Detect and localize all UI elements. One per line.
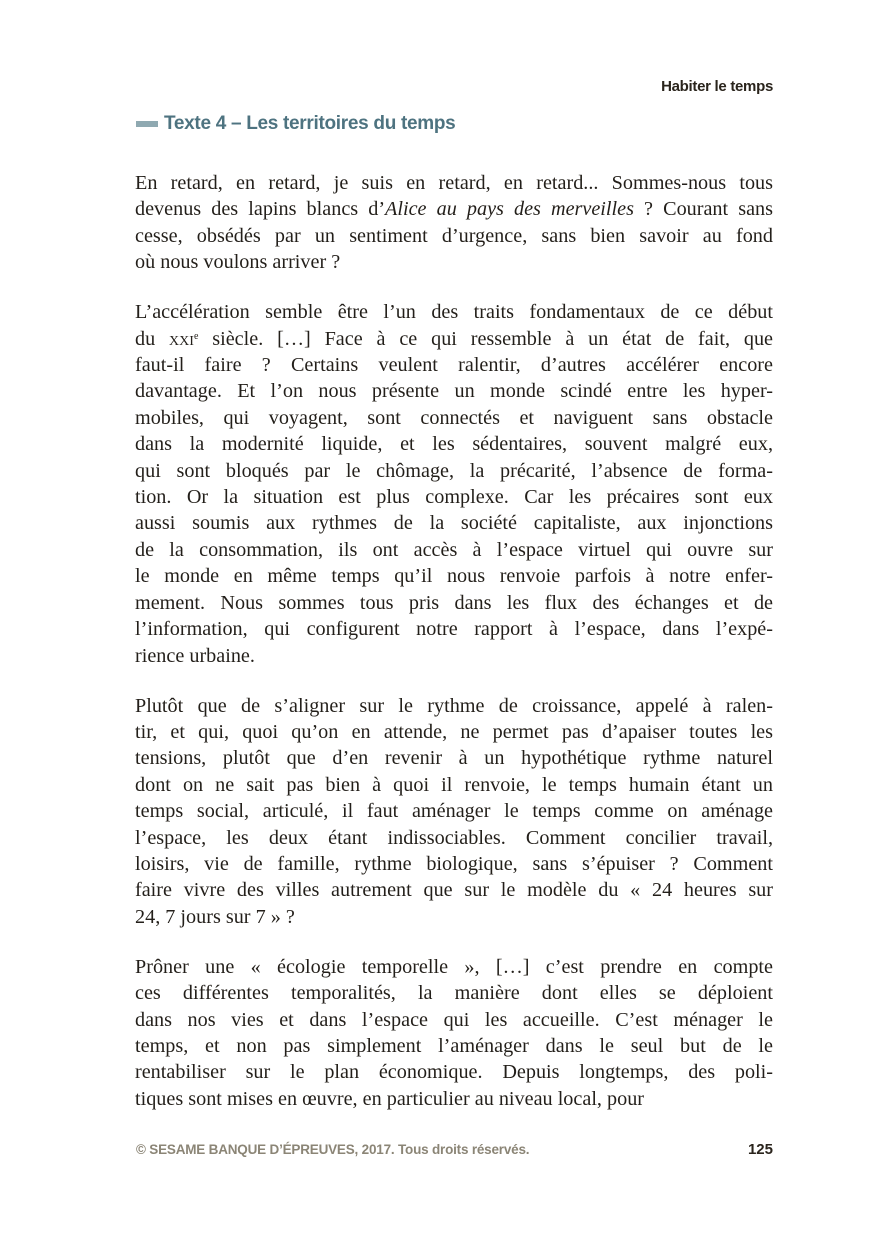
running-head: Habiter le temps	[661, 78, 773, 95]
section-title	[136, 113, 455, 135]
text-line: où nous voulons arriver ?	[135, 251, 341, 274]
text-line: mobiles, qui voyagent, sont connectés et naviguent sans obstacle	[135, 406, 773, 429]
copyright-footer: © SESAME BANQUE D’ÉPREUVES, 2017. Tous droits réservés.	[136, 1142, 530, 1157]
text-line: rience urbaine.	[135, 644, 255, 667]
text-segment: xxi	[169, 327, 194, 350]
text-line: loisirs, vie de famille, rythme biologique, sans s’épuiser ? Comment	[135, 852, 773, 875]
text-line	[135, 326, 773, 352]
text-line: mement. Nous sommes tous pris dans les flux des échanges et de	[135, 591, 773, 614]
text-line: davantage. Et l’on nous présente un monde scindé entre les hyper-	[135, 380, 773, 403]
text-line	[135, 196, 773, 222]
text-line: faut-il faire ? Certains veulent ralentir, d’autres accélérer encore	[135, 354, 773, 377]
text-line: le monde en même temps qu’il nous renvoie parfois à notre enfer-	[135, 565, 773, 588]
text-line: En retard, en retard, je suis en retard, en retard... Sommes-nous tous	[135, 172, 773, 194]
text-line: dans nos vies et dans l’espace qui les accueille. C’est ménager le	[135, 1008, 773, 1031]
text-line: l’espace, les deux étant indissociables. Comment concilier travail,	[135, 826, 773, 849]
paragraph	[135, 170, 773, 276]
text-line: L’accélération semble être l’un des traits fondamentaux de ce début	[135, 301, 773, 324]
text-line: cesse, obsédés par un sentiment d’urgence, sans bien savoir au fond	[135, 224, 773, 247]
text-line: temps, et non pas simplement l’aménager dans le seul but de le	[135, 1034, 773, 1057]
text-line: tion. Or la situation est plus complexe. Car les précaires sont eux	[135, 486, 773, 509]
text-line: tensions, plutôt que d’en revenir à un hypothétique rythme naturel	[135, 747, 773, 770]
text-line: tir, et qui, quoi qu’on en attende, ne permet pas d’apaiser toutes les	[135, 720, 773, 743]
text-line: dont on ne sait pas bien à quoi il renvoie, le temps humain étant un	[135, 773, 773, 796]
text-segment: siècle. […] Face à ce qui ressemble à un état de fait, que	[198, 327, 774, 350]
text-line: faire vivre des villes autrement que sur le modèle du « 24 heures sur	[135, 879, 773, 902]
text-line: temps social, articulé, il faut aménager le temps comme on aménage	[135, 800, 773, 823]
text-segment: devenus des lapins blancs d’	[135, 198, 386, 221]
paragraph	[135, 299, 773, 669]
text-line: rentabiliser sur le plan économique. Depuis longtemps, des poli-	[135, 1061, 773, 1084]
paragraph	[135, 954, 773, 1112]
text-segment: du	[135, 327, 170, 350]
text-line: qui sont bloqués par le chômage, la précarité, l’absence de forma-	[135, 459, 773, 482]
text-line: aussi soumis aux rythmes de la société capitaliste, aux injonctions	[135, 512, 773, 535]
title-bar-marker	[136, 121, 158, 127]
text-segment: e	[193, 330, 199, 342]
text-line: l’information, qui configurent notre rapport à l’espace, dans l’expé-	[135, 618, 773, 641]
text-line: de la consommation, ils ont accès à l’espace virtuel qui ouvre sur	[135, 538, 773, 561]
text-line: Plutôt que de s’aligner sur le rythme de croissance, appelé à ralen-	[135, 694, 773, 717]
text-line: dans la modernité liquide, et les sédentaires, souvent malgré eux,	[135, 433, 773, 456]
text-line: 24, 7 jours sur 7 » ?	[135, 905, 295, 928]
text-line: Prôner une « écologie temporelle », […] c’est prendre en compte	[135, 955, 773, 978]
text-segment: Alice au pays des merveilles	[385, 198, 634, 221]
paragraph	[135, 693, 773, 931]
section-title-text: Texte 4 – Les territoires du temps	[164, 113, 456, 134]
text-line: ces différentes temporalités, la manière dont elles se déploient	[135, 982, 773, 1005]
body-text	[135, 170, 773, 1136]
text-segment: ? Courant sans	[633, 198, 773, 221]
text-line: tiques sont mises en œuvre, en particulier au niveau local, pour	[135, 1087, 645, 1110]
page-number: 125	[747, 1141, 773, 1158]
